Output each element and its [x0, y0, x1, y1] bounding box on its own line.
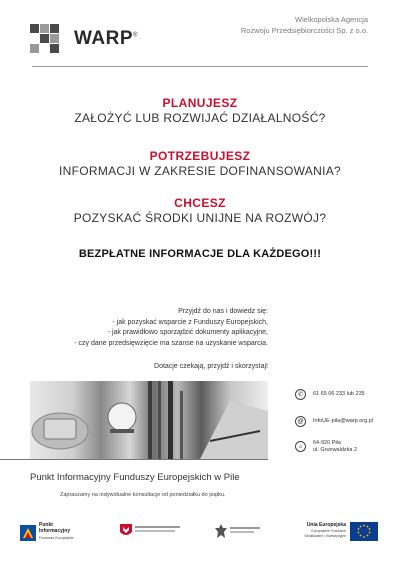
consultation-note: Zapraszamy na indywidualne konsultacje od poniedziałku do piątku.	[60, 492, 226, 498]
phone-icon: ✆	[295, 389, 306, 400]
voivodeship-crest-logo	[120, 524, 180, 546]
sponsor-logos	[20, 518, 380, 552]
free-info-headline: BEZPŁATNE INFORMACJE DLA KAŻDEGO!!!	[78, 248, 322, 260]
invitation-line: - jak pozyskać wsparcie z Funduszy Europejskich,	[112, 318, 268, 326]
phone-number[interactable]: 61 65 06 233 lub 235	[313, 391, 365, 397]
agency-line-1: Wielkopolska Agencja	[295, 15, 368, 24]
logo-square-icon	[40, 34, 49, 43]
logo-square-icon	[50, 24, 59, 33]
invitation-text	[48, 307, 268, 349]
pif-logo-name: Punkt	[39, 522, 53, 528]
logo-square-icon	[40, 24, 49, 33]
tagline: Dotacje czekają, przyjdź i skorzystaj!	[154, 363, 268, 370]
header-divider	[32, 66, 368, 67]
logo-square-icon	[50, 34, 59, 43]
question-2-text: INFORMACJI W ZAKRESIE DOFINANSOWANIA?	[58, 164, 341, 178]
home-icon: ⌂	[295, 441, 306, 452]
fe-star-icon	[20, 525, 36, 541]
crest-icon	[120, 524, 132, 538]
address-line-2: ul. Grunwaldzka 2	[313, 447, 358, 453]
agency-name	[208, 14, 368, 36]
logo-square-icon	[30, 24, 39, 33]
address-line-1: 64-920 Piła	[313, 440, 341, 446]
pif-title: Punkt Informacyjny Funduszy Europejskich w Pile	[30, 472, 240, 483]
photo-collage-shapes	[30, 381, 268, 459]
logo-square-icon	[50, 44, 59, 53]
pif-logo-name: Informacyjny	[39, 528, 71, 534]
eu-flag-icon	[350, 522, 378, 541]
question-3-heading: CHCESZ	[174, 196, 226, 210]
logo-square-icon	[30, 44, 39, 53]
eu-logo	[288, 520, 380, 550]
logo-text: WARP®	[74, 28, 138, 49]
address	[313, 440, 357, 454]
pif-logo-sub: Fundusze Europejskie	[39, 536, 74, 540]
invitation-line: - czy dane przedsięwzięcie ma szanse na uzyskanie wsparcia.	[74, 339, 268, 347]
eu-logo-sub: Europejskie Fundusze Strukturalne i Inwestycyjne	[304, 529, 346, 538]
warp-logo[interactable]	[30, 24, 140, 54]
eu-logo-title: Unia Europejska	[306, 522, 346, 528]
question-1-text: ZAŁOŻYĆ LUB ROZWIJAĆ DZIAŁALNOŚĆ?	[74, 111, 326, 125]
email-icon: @	[295, 416, 306, 427]
pif-logo	[20, 522, 100, 548]
invitation-line: - jak prawidłowo sporządzić dokumenty aplikacyjne,	[107, 329, 268, 336]
invitation-line: Przyjdź do nas i dowiedz się:	[178, 308, 268, 315]
photo-divider	[0, 459, 268, 460]
question-1-heading: PLANUJESZ	[162, 96, 238, 110]
ministry-logo	[215, 524, 265, 546]
agency-line-2: Rozwoju Przedsiębiorczości Sp. z o.o.	[240, 26, 368, 35]
office-photo-collage	[30, 381, 268, 459]
question-3-text: POZYSKAĆ ŚRODKI UNIJNE NA ROZWÓJ?	[73, 211, 327, 225]
email-address[interactable]: InfoUE-pila@warp.org.pl	[313, 418, 373, 424]
eagle-icon	[215, 524, 227, 538]
question-2-heading: POTRZEBUJESZ	[149, 149, 251, 163]
